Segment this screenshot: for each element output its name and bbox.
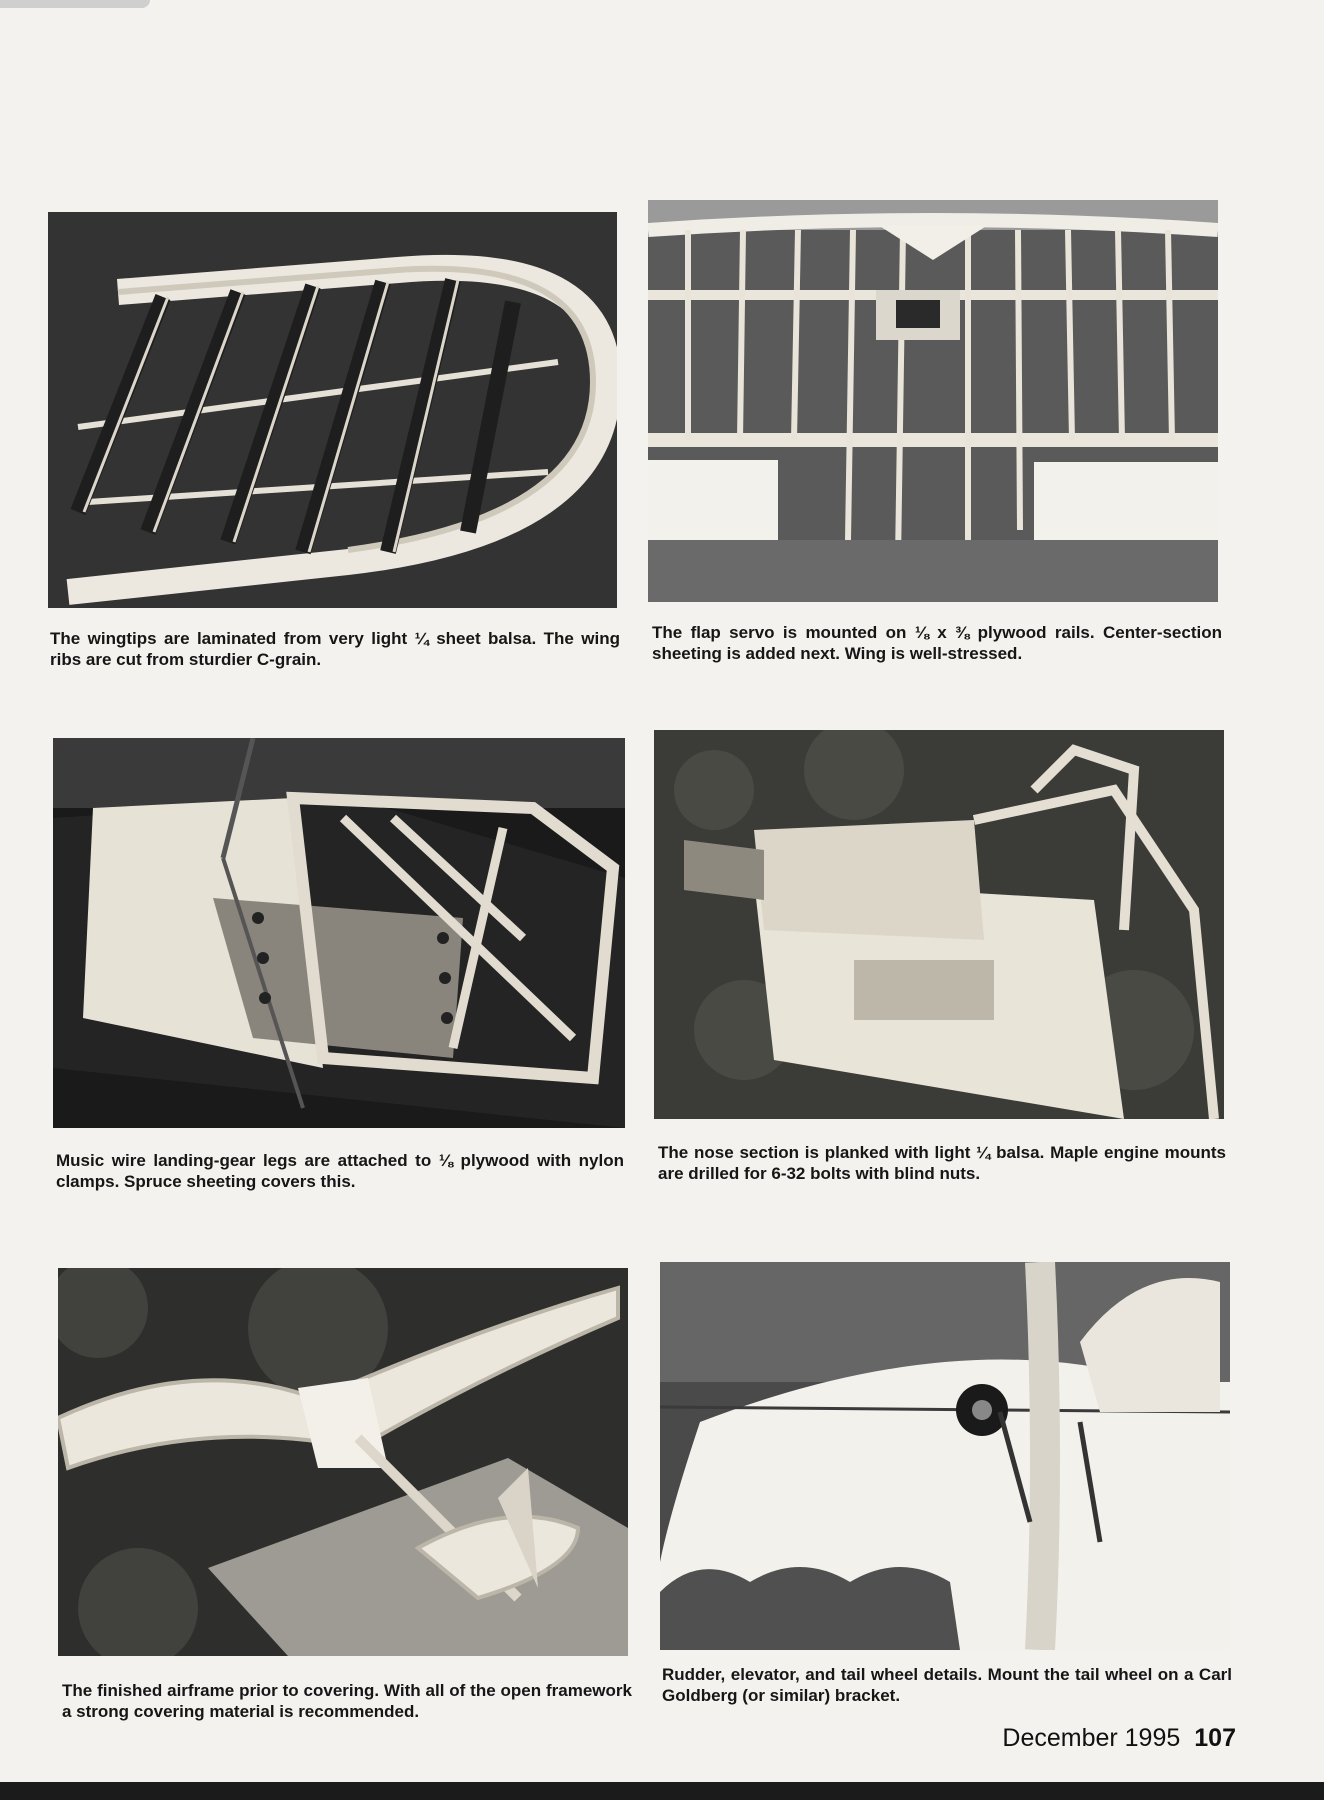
caption-wingtip: The wingtips are laminated from very light ¼ sheet balsa. The wing ribs are cut from sturdier C-grain. [50, 629, 620, 669]
page-footer [1002, 1724, 1236, 1753]
photo-tail [660, 1262, 1230, 1650]
photo-nose-section [654, 730, 1224, 1119]
photo-airframe [58, 1268, 628, 1656]
caption-airframe: The finished airframe prior to covering. With all of the open framework a strong covering material is recommended. [62, 1681, 632, 1721]
scan-edge-mark [0, 0, 150, 8]
photo-landing-gear [53, 738, 625, 1128]
caption-landing-gear: Music wire landing-gear legs are attached to ⅛ plywood with nylon clamps. Spruce sheeting covers this. [56, 1151, 624, 1191]
caption-tail: Rudder, elevator, and tail wheel details. Mount the tail wheel on a Carl Goldberg (or similar) bracket. [662, 1665, 1232, 1705]
photo-wingtip [48, 212, 617, 608]
photo-flap-servo [648, 200, 1218, 602]
page-number: 107 [1194, 1724, 1236, 1752]
scan-bottom-edge [0, 1782, 1324, 1800]
footer-month: December 1995 [1002, 1724, 1181, 1752]
caption-flap-servo: The flap servo is mounted on ⅛ x ⅜ plywood rails. Center-section sheeting is added next. Wing is well-stressed. [652, 623, 1222, 663]
caption-nose-section: The nose section is planked with light ¼ balsa. Maple engine mounts are drilled for 6-32 bolts with blind nuts. [658, 1143, 1226, 1183]
